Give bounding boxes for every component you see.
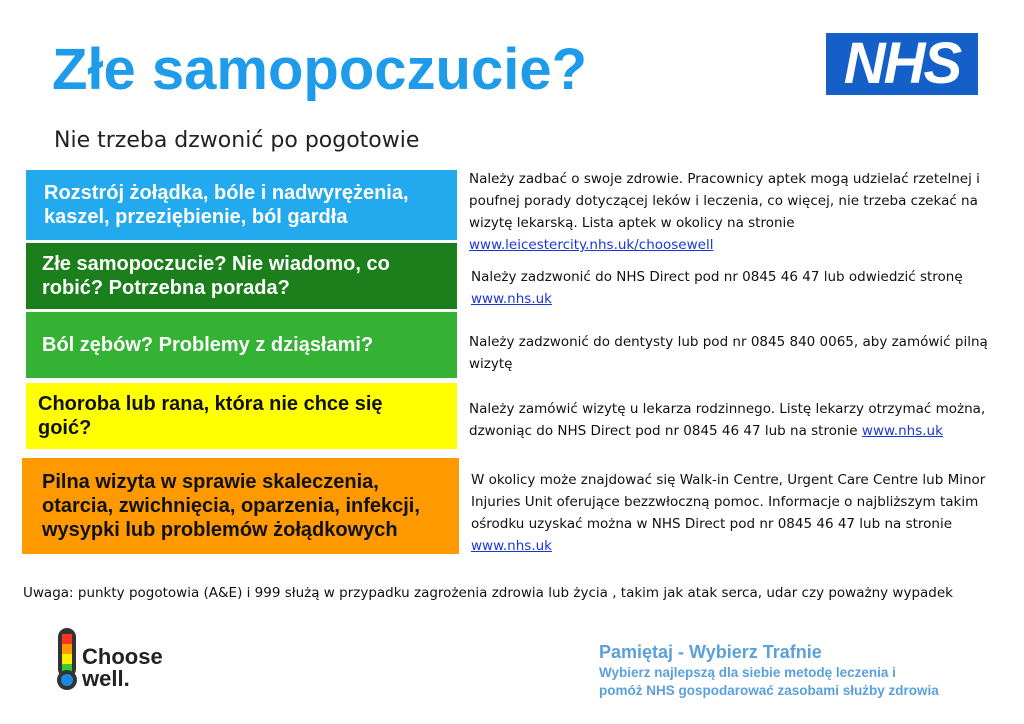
option-text: Choroba lub rana, która nie chce się goić? [38,393,383,439]
page-subtitle: Nie trzeba dzwonić po pogotowie [54,128,420,153]
option-link[interactable]: www.nhs.uk [471,291,552,307]
option-band-gp [26,383,457,449]
option-description: W okolicy może znajdować się Walk-in Centre, Urgent Care Centre lub Minor Injuries Unit oferujące bezzwłoczną pomoc. Informacje o najbliższym takim ośrodku uzyskać można w NHS Direct pod nr 0845 46 47 lub na stronie www.nhs.uk [471,472,986,554]
option-text: Złe samopoczucie? Nie wiadomo, co robić? Potrzebna porada? [42,253,390,299]
remember-block [599,640,939,700]
option-link[interactable]: www.nhs.uk [861,423,943,439]
option-link[interactable]: www.nhs.uk [471,538,552,554]
option-description: Należy zadzwonić do dentysty lub pod nr 0845 840 0065, aby zamówić pilną wizytę [469,334,988,372]
page-title: Złe samopoczucie? [52,37,588,102]
emergency-note: Uwaga: punkty pogotowia (A&E) i 999 służą w przypadku zagrożenia zdrowia lub życia , takim jak atak serca, udar czy poważny wypadek [23,585,953,601]
nhs-logo-text: NHS [843,31,961,96]
option-description: Należy zamówić wizytę u lekarza rodzinnego. Listę lekarzy otrzymać można, dzwoniąc do NHS Direct pod nr 0845 46 47 lub na stronie www.nhs.uk [469,401,986,439]
option-text: Rozstrój żołądka, bóle i nadwyrężenia, kaszel, przeziębienie, ból gardła [44,182,409,228]
remember-line: Wybierz najlepszą dla siebie metodę leczenia i [599,665,896,680]
option-band-advice [26,243,457,309]
option-text: Ból zębów? Problemy z dziąsłami? [42,334,374,356]
choose-well-logo: Choose well. [82,644,163,691]
option-description: Należy zadbać o swoje zdrowie. Pracownicy aptek mogą udzielać rzetelnej i poufnej porady dotyczącej leków i leczenia, co więcej, nie trzeba czekać na wizytę lekarską. Lista aptek w okolicy na stronie www.leicestercity.nhs.uk/choosewell [469,171,980,253]
remember-title: Pamiętaj - Wybierz Trafnie [599,642,822,662]
option-description: Należy zadzwonić do NHS Direct pod nr 0845 46 47 lub odwiedzić stronę www.nhs.uk [471,269,963,307]
option-band-urgent [22,458,459,554]
option-text: Pilna wizyta w sprawie skaleczenia, otarcia, zwichnięcia, oparzenia, infekcji, wysypki lub problemów żołądkowych [42,471,420,541]
option-band-dental [26,312,457,378]
nhs-logo [826,33,978,95]
remember-line: pomóż NHS gospodarować zasobami służby zdrowia [599,683,939,698]
option-link[interactable]: www.leicestercity.nhs.uk/choosewell [469,237,714,253]
option-band-self-care [26,170,457,240]
